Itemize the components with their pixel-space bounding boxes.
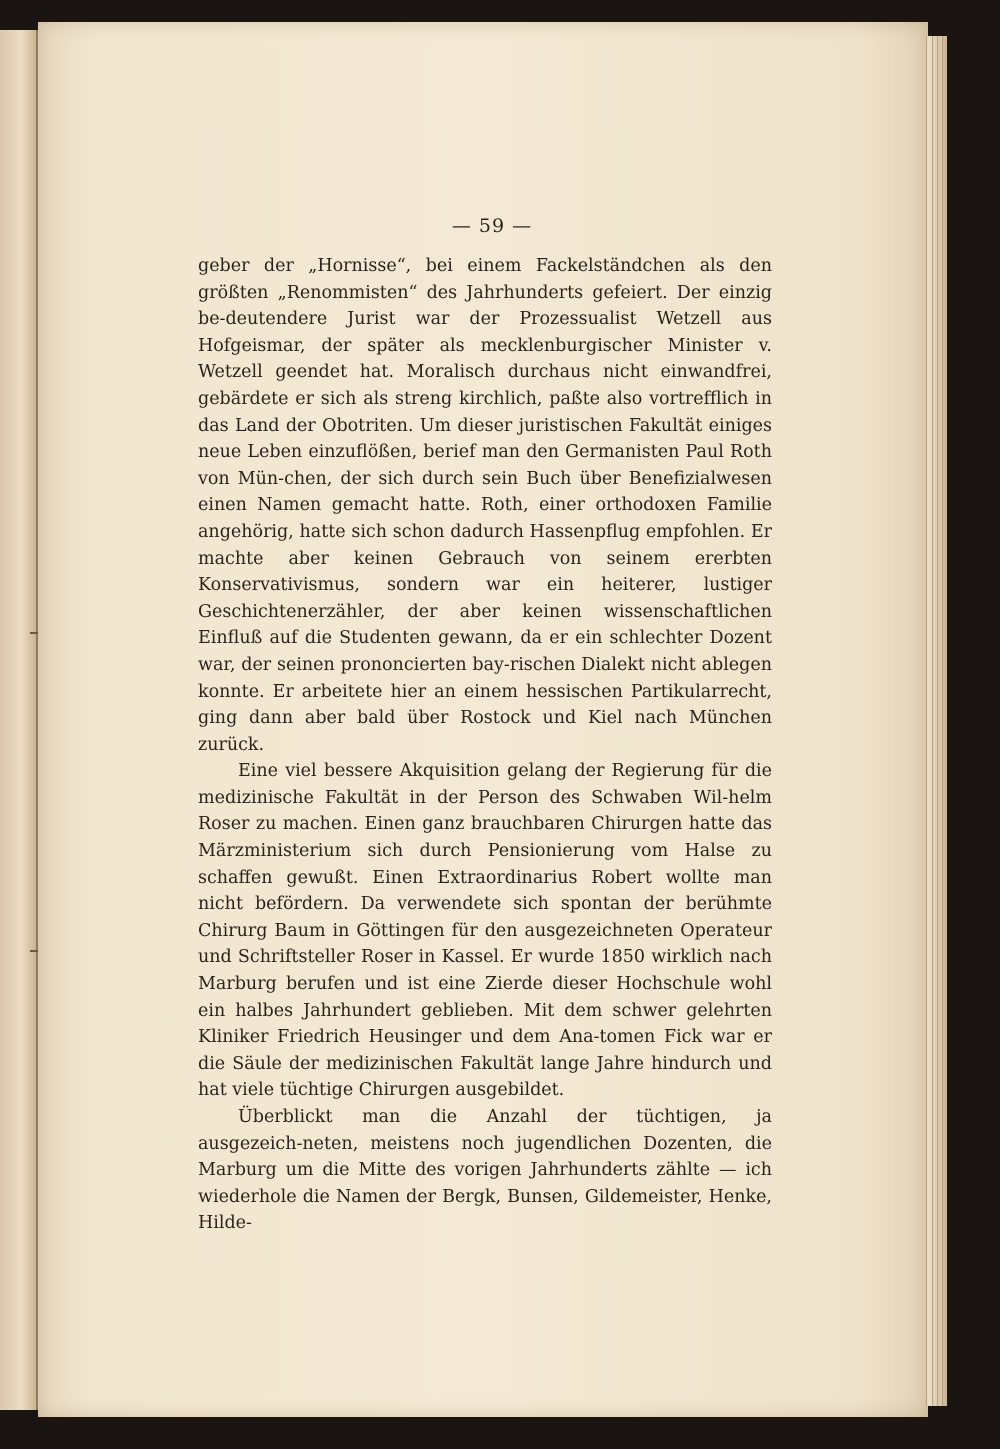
page-stack-edge bbox=[942, 36, 947, 1406]
paragraph: Überblickt man die Anzahl der tüchtigen, ja ausgezeich‑neten, meistens noch jugendlichen Dozenten, die Marburg um die Mitte des vorigen Jahrhunderts zählte — ich wiederhole die Namen der Bergk, Bunsen, Gildemeister, Henke, Hilde‑ bbox=[198, 1107, 772, 1234]
previous-page-edge bbox=[0, 30, 38, 1410]
margin-mark bbox=[30, 632, 38, 634]
book-page bbox=[38, 22, 928, 1417]
margin-mark bbox=[30, 950, 38, 952]
paragraph: Eine viel bessere Akquisition gelang der Regierung für die medizinische Fakultät in der Person des Schwaben Wil‑helm Roser zu machen. Einen ganz brauchbaren Chirurgen hatte das Märzministerium sich durch Pensionierung vom Halse zu schaffen gewußt. Einen Extraordinarius Robert wollte man nicht befördern. Da verwendete sich spontan der berühmte Chirurg Baum in Göttingen für den ausgezeichneten Operateur und Schriftsteller Roser in Kassel. Er wurde 1850 wirklich nach Marburg berufen und ist eine Zierde dieser Hochschule wohl ein halbes Jahrhundert geblieben. Mit dem schwer gelehrten Kliniker Friedrich Heusinger und dem Ana‑tomen Fick war er die Säule der medizinischen Fakultät lange Jahre hindurch und hat viele tüchtige Chirurgen ausgebildet. bbox=[198, 761, 772, 1101]
body-text bbox=[198, 253, 772, 1237]
paragraph: geber der „Hornisse“, bei einem Fackelständchen als den größten „Renommisten“ des Jahrhunderts gefeiert. Der einzig be‑deutendere Jurist war der Prozessualist Wetzell aus Hofgeismar, der später als mecklenburgischer Minister v. Wetzell geendet hat. Moralisch durchaus nicht einwandfrei, gebärdete er sich als streng kirchlich, paßte also vortrefflich in das Land der Obotriten. Um dieser juristischen Fakultät einiges neue Leben einzuflößen, berief man den Germanisten Paul Roth von Mün‑chen, der sich durch sein Buch über Benefizialwesen einen Namen gemacht hatte. Roth, einer orthodoxen Familie angehörig, hatte sich schon dadurch Hassenpflug empfohlen. Er machte aber keinen Gebrauch von seinem ererbten Konservativismus, sondern war ein heiterer, lustiger Geschichtenerzähler, der aber keinen wissenschaftlichen Einfluß auf die Studenten gewann, da er ein schlechter Dozent war, der seinen prononcierten bay‑rischen Dialekt nicht ablegen konnte. Er arbeitete hier an einem hessischen Partikularrecht, ging dann aber bald über Rostock und Kiel nach München zurück. bbox=[198, 256, 772, 755]
page-number: — 59 — bbox=[451, 215, 533, 237]
